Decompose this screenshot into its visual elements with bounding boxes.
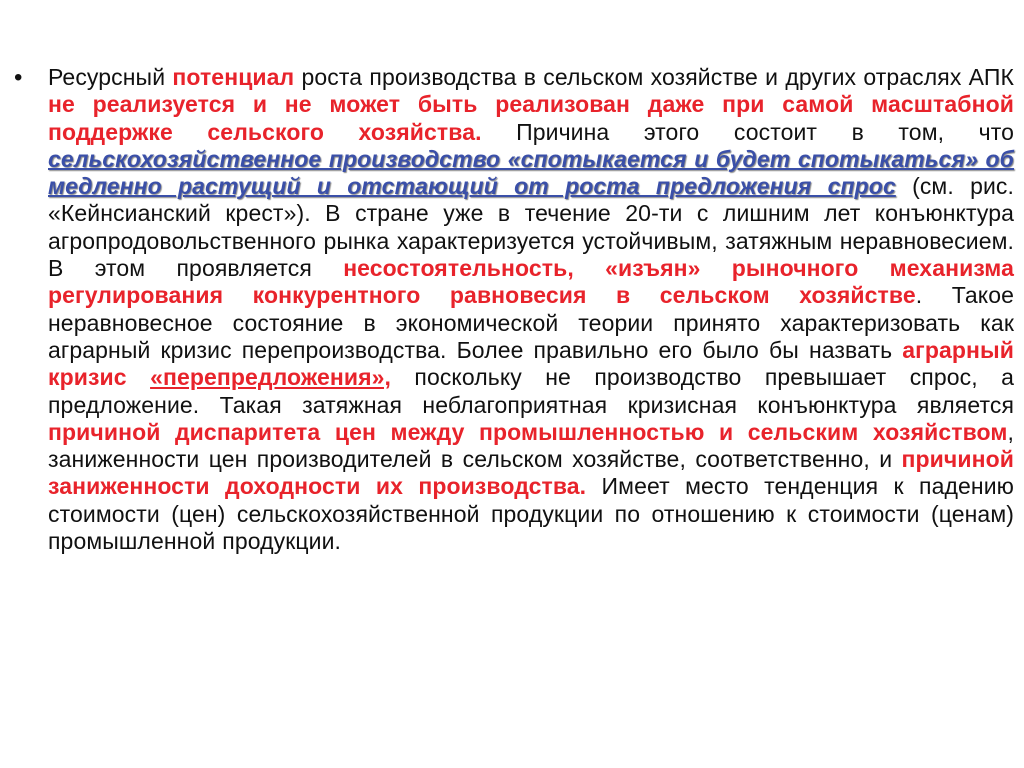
bullet-icon: • — [14, 64, 23, 91]
emphasis-red-segment: несостоятельность, «изъян» рыночного механизма регулирования конкурентного равновесия в сельском хозяйстве — [48, 255, 1014, 309]
text-segment: роста производства в сельском хозяйстве и других отраслях АПК — [294, 64, 1014, 90]
text-segment: Причина этого состоит в том, что — [481, 118, 1014, 145]
text-segment: , заниженности цен производителей в сельском хозяйстве, соответственно, и — [48, 418, 1014, 473]
emphasis-red-segment: потенциал — [172, 64, 295, 90]
text-segment: Имеет место тенденция к падению стоимости (цен) сельскохозяйственной продукции по отношению к стоимости (ценам) промышленной продукции. — [48, 473, 1015, 555]
text-segment: . Такое неравновесное состояние в экономической теории принято характеризовать как аграрный кризис перепроизводства. Более правильно его было бы назвать — [48, 282, 1014, 363]
bullet-paragraph — [48, 64, 1014, 555]
text-segment: поскольку не производство превышает спрос, а предложение. Такая затяжная неблагоприятная кризисная конъюнктура является — [48, 364, 1015, 418]
emphasis-red-segment: причиной заниженности доходности их производства. — [48, 446, 1014, 500]
text-segment: Ресурсный — [48, 64, 173, 90]
emphasis-blue-underlined-segment: сельскохозяйственное производство «спотыкается и будет спотыкаться» об медленно растущий и отстающий от роста предложения спрос — [48, 145, 1014, 200]
emphasis-red-underlined-segment: «перепредложения», — [150, 364, 391, 391]
emphasis-red-segment: не реализуется и не может быть реализован даже при самой масштабной поддержке сельского хозяйства. — [48, 91, 1014, 145]
text-segment: (см. рис. «Кейнсианский крест»). В стране уже в течение 20-ти с лишним лет конъюнктура агропродовольственного рынка характеризуется устойчивым, затяжным неравновесием. В этом проявляется — [48, 173, 1014, 282]
emphasis-red-segment: аграрный кризис — [48, 336, 1014, 391]
emphasis-red-segment: причиной диспаритета цен между промышленностью и сельским хозяйством — [48, 418, 1008, 445]
